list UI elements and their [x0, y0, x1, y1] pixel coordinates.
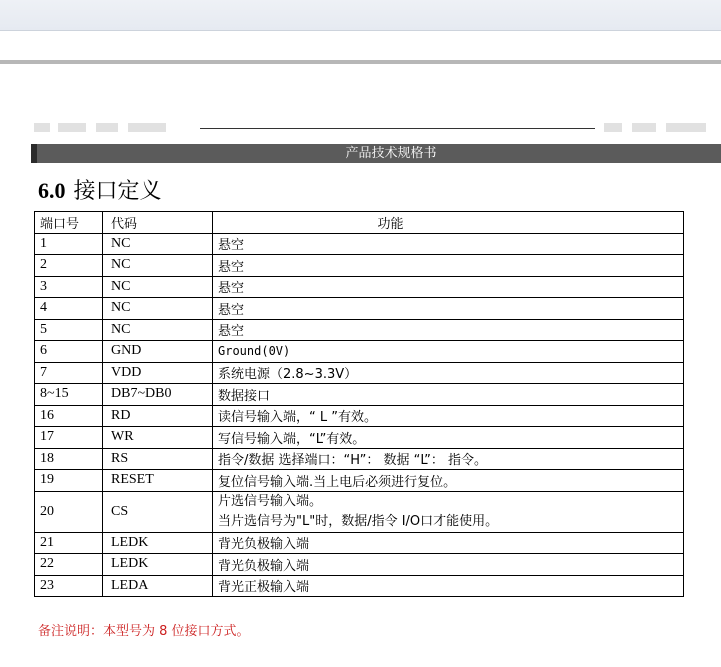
- function-cell: 数据接口: [213, 384, 684, 406]
- scan-artifact: [58, 123, 86, 132]
- table-row: [35, 405, 684, 427]
- port-cell: 8~15: [35, 384, 103, 406]
- scan-artifact: [632, 123, 656, 132]
- scan-artifact: [604, 123, 622, 132]
- port-cell: 5: [35, 319, 103, 341]
- banner-title: 产品技术规格书: [345, 146, 437, 161]
- port-cell: 17: [35, 427, 103, 449]
- table-row: [35, 319, 684, 341]
- port-cell: 22: [35, 554, 103, 576]
- function-cell: 复位信号输入端.当上电后必须进行复位。: [213, 470, 684, 492]
- function-cell: 悬空: [213, 255, 684, 277]
- function-cell: 悬空: [213, 298, 684, 320]
- table-row: [35, 341, 684, 363]
- function-text-line2: 当片选信号为"L"时，数据/指令 I/O口才能使用。: [218, 513, 499, 529]
- column-header-function: 功能: [213, 212, 684, 234]
- port-cell: 6: [35, 341, 103, 363]
- code-cell: NC: [103, 255, 213, 277]
- table-row: [35, 255, 684, 277]
- function-cell: [213, 491, 684, 532]
- code-cell: LEDK: [103, 532, 213, 554]
- scan-artifact: [666, 123, 706, 132]
- code-cell: LEDK: [103, 554, 213, 576]
- interface-table: [34, 211, 684, 597]
- function-cell: 悬空: [213, 319, 684, 341]
- section-number: 6.0: [38, 178, 66, 203]
- code-cell: WR: [103, 427, 213, 449]
- table-row: [35, 298, 684, 320]
- code-cell: RESET: [103, 470, 213, 492]
- column-header-code: 代码: [103, 212, 213, 234]
- function-cell: 指令/数据 选择端口：“H”： 数据 “L”： 指令。: [213, 448, 684, 470]
- code-cell: DB7~DB0: [103, 384, 213, 406]
- function-cell: [213, 341, 684, 363]
- port-cell: 20: [35, 491, 103, 532]
- port-cell: 7: [35, 362, 103, 384]
- port-cell: 23: [35, 575, 103, 597]
- section-heading: [38, 174, 162, 205]
- column-header-port: 端口号: [35, 212, 103, 234]
- scan-artifact: [34, 123, 50, 132]
- remark-note: 备注说明：本型号为 8 位接口方式。: [38, 624, 250, 639]
- page-top-rule: [0, 60, 721, 64]
- function-text: Ground(0V): [218, 343, 291, 358]
- scan-artifact: [128, 123, 166, 132]
- document-banner: [31, 144, 721, 163]
- port-cell: 19: [35, 470, 103, 492]
- port-cell: 18: [35, 448, 103, 470]
- header-rule: [200, 128, 595, 129]
- code-cell: NC: [103, 319, 213, 341]
- table-row: [35, 384, 684, 406]
- port-cell: 2: [35, 255, 103, 277]
- code-cell: GND: [103, 341, 213, 363]
- scan-artifact: [96, 123, 118, 132]
- function-cell: 系统电源（2.8~3.3V）: [213, 362, 684, 384]
- code-cell: NC: [103, 298, 213, 320]
- function-cell: 背光正极输入端: [213, 575, 684, 597]
- code-cell: LEDA: [103, 575, 213, 597]
- function-cell: 读信号输入端，“ L ”有效。: [213, 405, 684, 427]
- code-cell: CS: [103, 491, 213, 532]
- function-cell: 悬空: [213, 233, 684, 255]
- code-cell: VDD: [103, 362, 213, 384]
- port-cell: 4: [35, 298, 103, 320]
- function-cell: 背光负极输入端: [213, 532, 684, 554]
- table-row: [35, 448, 684, 470]
- code-cell: RD: [103, 405, 213, 427]
- port-cell: 1: [35, 233, 103, 255]
- code-cell: NC: [103, 276, 213, 298]
- browser-toolbar-strip: [0, 0, 721, 31]
- table-row: [35, 532, 684, 554]
- table-row: [35, 491, 684, 532]
- table-row: [35, 362, 684, 384]
- function-cell: 背光负极输入端: [213, 554, 684, 576]
- table-row: [35, 427, 684, 449]
- port-cell: 3: [35, 276, 103, 298]
- port-cell: 16: [35, 405, 103, 427]
- section-title: 接口定义: [73, 179, 162, 204]
- table-row: [35, 554, 684, 576]
- table-row: [35, 575, 684, 597]
- banner-marker: [31, 144, 37, 163]
- code-cell: NC: [103, 233, 213, 255]
- table-header-row: [35, 212, 684, 234]
- table-row: [35, 470, 684, 492]
- function-cell: 悬空: [213, 276, 684, 298]
- table-row: [35, 233, 684, 255]
- function-cell: 写信号输入端，“L”有效。: [213, 427, 684, 449]
- code-cell: RS: [103, 448, 213, 470]
- port-cell: 21: [35, 532, 103, 554]
- table-row: [35, 276, 684, 298]
- function-text: 片选信号输入端。: [218, 493, 323, 509]
